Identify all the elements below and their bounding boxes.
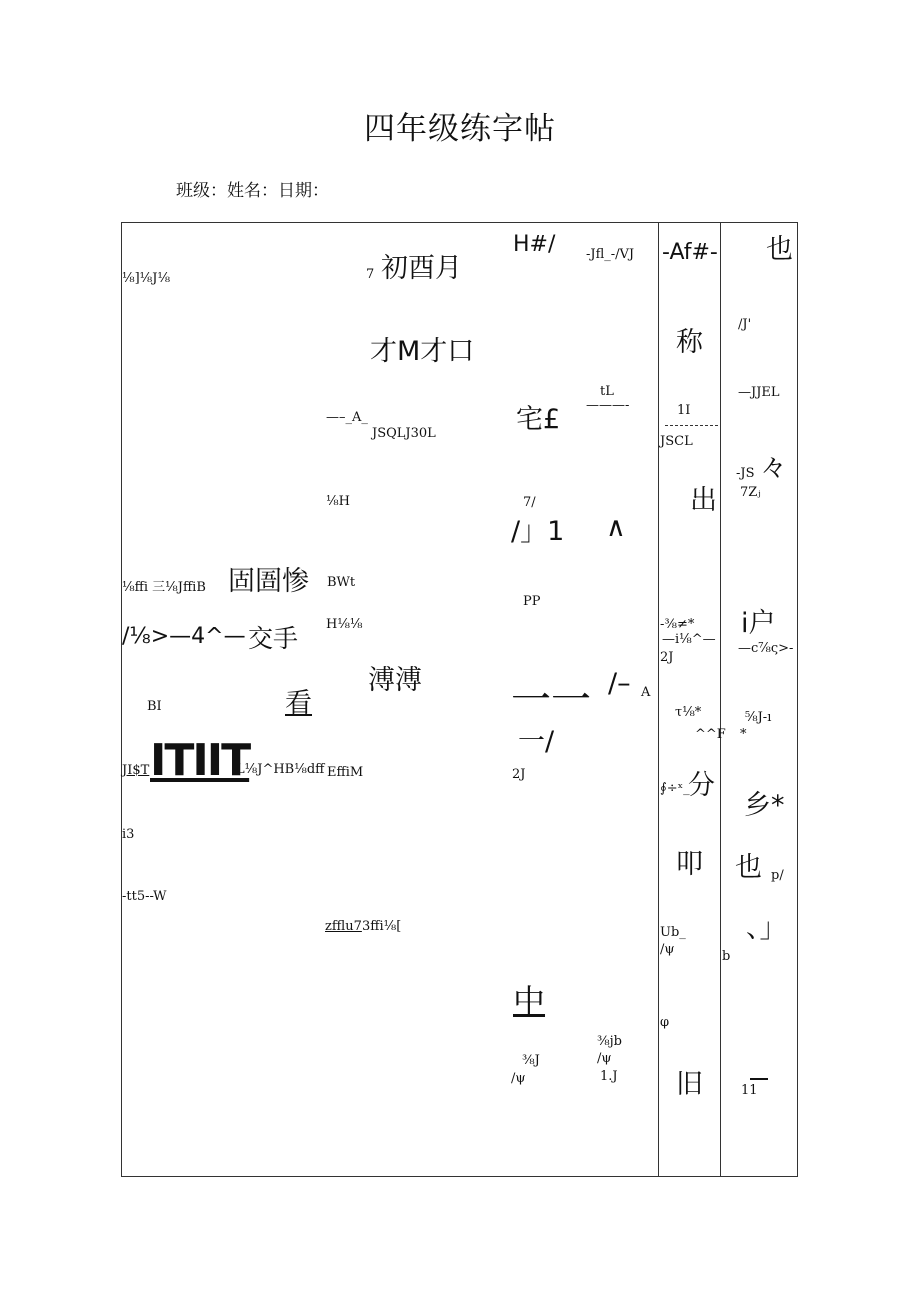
glyph-text: b xyxy=(722,949,731,964)
glyph-text: ⅜jb xyxy=(597,1034,622,1049)
glyph-text: ⅛H xyxy=(326,494,350,509)
glyph-text: JSCL xyxy=(660,434,693,449)
glyph-text: /⅛>—4^— xyxy=(122,624,246,649)
glyph-text: Ub_ xyxy=(660,925,686,940)
glyph-text: zfflu7 xyxy=(325,919,362,934)
glyph-text: —JJEL xyxy=(738,385,780,400)
practice-characters: 才M才口 xyxy=(370,336,475,367)
practice-characters: 看 xyxy=(285,688,312,719)
column-divider xyxy=(720,222,721,1177)
practice-characters: 交手 xyxy=(248,624,299,653)
glyph-text: 7/ xyxy=(523,495,536,510)
glyph-text: EffiM xyxy=(327,765,364,780)
glyph-text: φ xyxy=(660,1015,670,1030)
glyph-text: ⅜J xyxy=(522,1053,540,1068)
glyph-text: A xyxy=(641,685,651,700)
glyph-text: /ψ xyxy=(660,942,675,957)
glyph-text: ∮÷ˣ_ xyxy=(660,781,690,796)
glyph-text: ^^F xyxy=(695,727,726,742)
glyph-text: BI xyxy=(147,699,162,714)
glyph-text: 1I xyxy=(677,403,691,418)
glyph-text: 2J xyxy=(660,650,674,665)
practice-characters: 溥溥 xyxy=(368,665,422,696)
practice-characters: 称 xyxy=(676,327,703,358)
glyph-text: H⅛⅛ xyxy=(326,617,363,632)
glyph-text: -JS xyxy=(736,466,755,481)
glyph-text: * xyxy=(740,727,747,742)
glyph-text: 、」 xyxy=(746,913,787,944)
glyph-text: —i⅛^— xyxy=(662,632,716,647)
glyph-text: 7 xyxy=(366,267,375,282)
glyph-text: 2J xyxy=(512,767,526,782)
practice-characters: 叩 xyxy=(676,849,703,880)
practice-characters: 一一 xyxy=(511,677,591,723)
dashed-line xyxy=(665,425,718,426)
practice-characters: 々 xyxy=(760,453,787,484)
glyph-text: H#/ xyxy=(513,232,556,257)
practice-characters: 宅£ xyxy=(516,404,561,435)
glyph-text: ⅝J-ı xyxy=(745,710,772,725)
practice-characters: 也 xyxy=(766,234,793,265)
glyph-text: p/ xyxy=(771,868,784,883)
glyph-text: —c⅞ς>- xyxy=(738,641,794,656)
glyph-text: ———- xyxy=(586,398,630,413)
glyph-text: 3ffi⅛[ xyxy=(362,919,402,934)
glyph-text: /– xyxy=(608,668,631,699)
glyph-text: /ψ xyxy=(511,1071,526,1086)
practice-characters: i户 xyxy=(741,608,776,639)
practice-characters: 分 xyxy=(688,770,715,801)
glyph-text: τ⅛* xyxy=(675,705,702,720)
glyph-text: -Jfl_-/VJ xyxy=(586,247,635,262)
practice-characters: 旧 xyxy=(676,1069,703,1100)
page-title: 四年级练字帖 xyxy=(364,111,556,147)
glyph-text: BWt xyxy=(327,575,356,590)
glyph-text: /ψ xyxy=(597,1051,612,1066)
practice-characters: 固圄惨 xyxy=(228,566,309,597)
glyph-text: i3 xyxy=(122,827,135,842)
glyph-text: 7Zⱼ xyxy=(740,485,761,500)
glyph-text: L⅛J^HB⅛dff xyxy=(236,762,325,777)
glyph-text: -⅜≠* xyxy=(660,617,695,632)
glyph-text: —–_A_ xyxy=(326,410,368,425)
stroke-line xyxy=(750,1078,768,1080)
glyph-text: JI$T xyxy=(122,763,150,778)
glyph-text: ⅛ffi 三⅛JffiB xyxy=(122,580,206,595)
practice-characters: 也 xyxy=(735,852,762,883)
glyph-text: PP xyxy=(523,594,541,609)
glyph-text: /J' xyxy=(738,317,752,332)
glyph-text: ∧ xyxy=(606,512,626,543)
glyph-text: 一/ xyxy=(518,726,555,757)
glyph-text: JSQLJ30L xyxy=(372,426,436,441)
glyph-text: 1.J xyxy=(600,1069,618,1084)
glyph-text: ITIIT xyxy=(150,735,250,786)
glyph-text: -Af#- xyxy=(662,240,718,265)
glyph-text: ⅛]⅛J⅛ xyxy=(122,271,171,286)
practice-characters: 初酉月 xyxy=(381,253,462,284)
practice-characters: 乡* xyxy=(744,790,785,821)
practice-characters: 中 xyxy=(513,982,546,1020)
practice-characters: 出 xyxy=(690,485,717,516)
glyph-text: 11 xyxy=(741,1083,758,1098)
student-info-line: 班级：姓名：日期： xyxy=(176,181,329,201)
glyph-text: -tt5--W xyxy=(122,889,167,904)
column-divider xyxy=(658,222,659,1177)
glyph-text: tL xyxy=(600,384,614,399)
glyph-text: /」1 xyxy=(511,516,565,547)
